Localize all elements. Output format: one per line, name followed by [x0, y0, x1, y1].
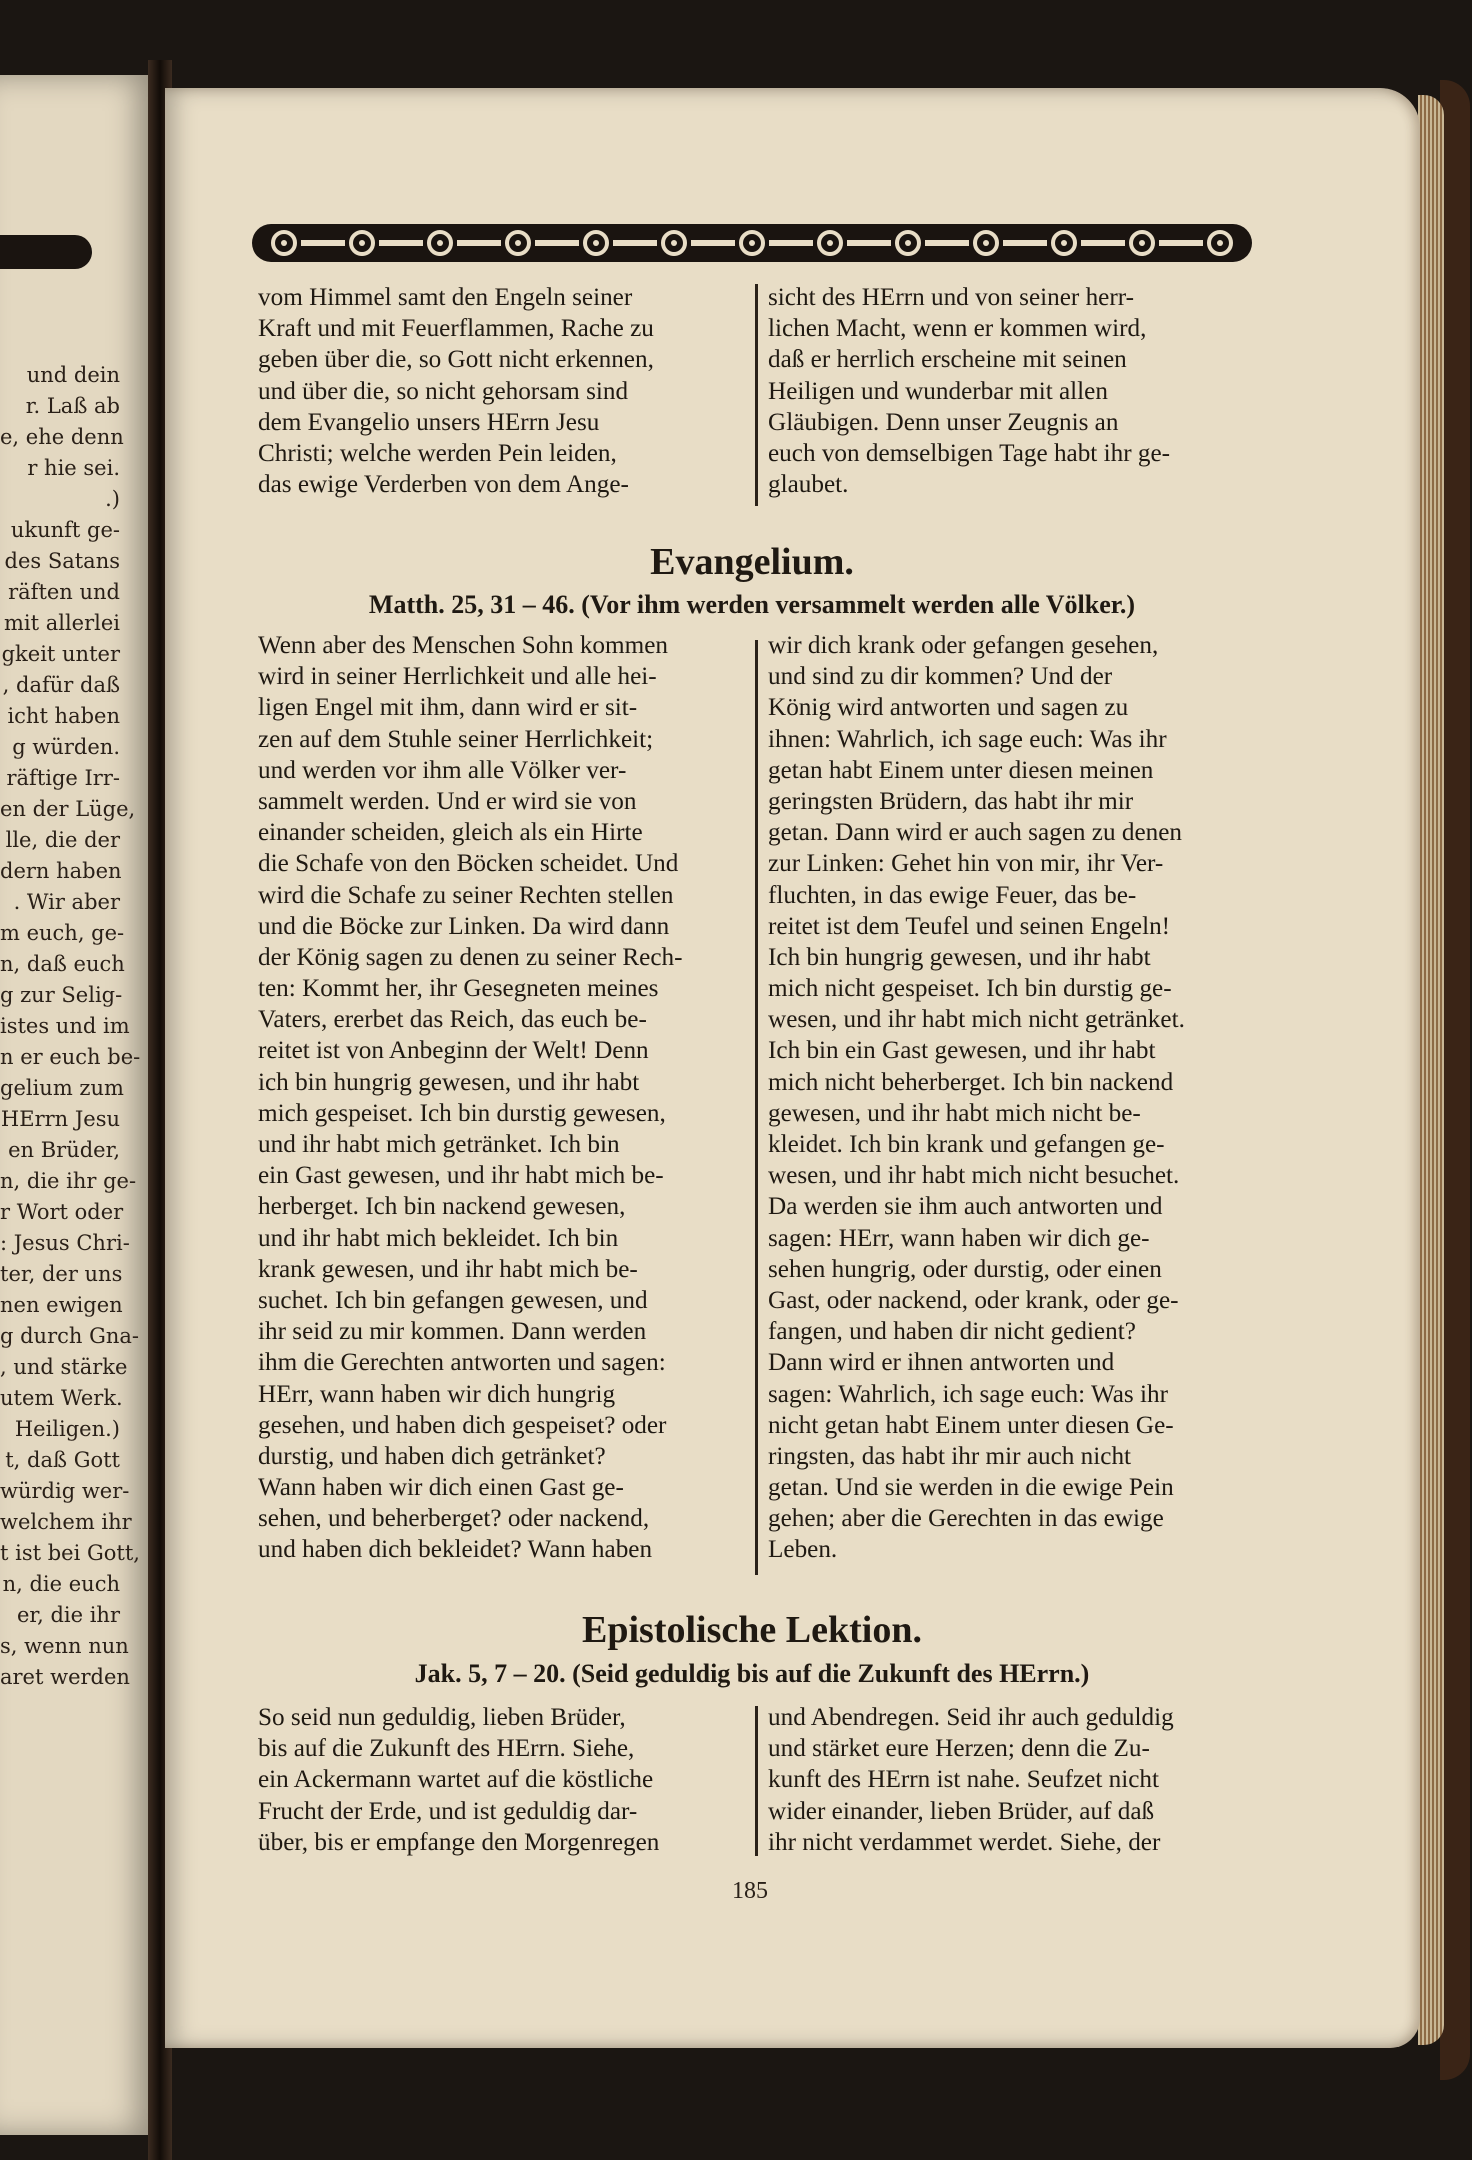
left-page-line: gelium zum [0, 1076, 124, 1100]
evangelium-title: Evangelium. [650, 541, 854, 583]
text-line: durstig, und haben dich getränket? [258, 1442, 606, 1470]
text-line: So seid nun geduldig, lieben Brüder, [258, 1704, 626, 1731]
text-line: mich nicht beherberget. Ich bin nackend [768, 1068, 1174, 1096]
text-line: getan. Und sie werden in die ewige Pein [768, 1474, 1174, 1502]
text-line: Kraft und mit Feuerflammen, Rache zu [258, 315, 654, 343]
text-line: Ich bin ein Gast gewesen, und ihr habt [768, 1037, 1156, 1065]
left-page-line: e, ehe denn [0, 425, 124, 449]
text-line: und ihr habt mich bekleidet. Ich bin [258, 1224, 619, 1252]
text-line: glaubet. [768, 471, 849, 499]
left-page-line: utem Werk. [0, 1386, 123, 1410]
left-page-line: würdig wer- [0, 1479, 130, 1503]
top-right-column [768, 282, 1170, 500]
text-line: wir dich krank oder gefangen gesehen, [768, 632, 1159, 659]
text-line: reitet ist von Anbeginn der Welt! Denn [258, 1037, 649, 1065]
ornament-bar [535, 240, 579, 246]
ornament-dot [983, 240, 989, 246]
left-page-line: , dafür daß [2, 673, 120, 697]
ornament-bar [379, 240, 423, 246]
text-line: und über die, so nicht gehorsam sind [258, 377, 629, 405]
ornament-dot [905, 240, 911, 246]
text-line: wesen, und ihr habt mich nicht besuchet. [768, 1162, 1180, 1190]
left-page-line: r. Laß ab [25, 394, 120, 418]
text-line: sehen, und beherberget? oder nackend, [258, 1505, 650, 1533]
text-line: geringsten Brüdern, das habt ihr mir [768, 787, 1134, 815]
text-line: wird in seiner Herrlichkeit und alle hei- [258, 663, 657, 691]
text-line: und Abendregen. Seid ihr auch geduldig [768, 1704, 1174, 1731]
text-line: daß er herrlich erscheine mit seinen [768, 346, 1127, 374]
left-page-line: und dein [26, 363, 120, 387]
evangelium-right-column [768, 630, 1185, 1566]
text-line: vom Himmel samt den Engeln seiner [258, 284, 633, 311]
text-line: Da werden sie ihm auch antworten und [768, 1193, 1163, 1221]
ornament-dot [827, 240, 833, 246]
text-line: ihm die Gerechten antworten und sagen: [258, 1349, 666, 1377]
text-line: wider einander, lieben Brüder, auf daß [768, 1797, 1155, 1825]
text-line: fluchten, in das ewige Feuer, das be- [768, 881, 1137, 909]
left-page-line: g durch Gna- [0, 1324, 140, 1348]
ornament-bar [847, 240, 891, 246]
left-page-line: n, die euch [2, 1572, 120, 1596]
text-line: über, bis er empfange den Morgenregen [258, 1828, 660, 1856]
left-page-line: n er euch be- [0, 1045, 141, 1069]
text-line: der König sagen zu denen zu seiner Rech- [258, 943, 683, 971]
text-line: dem Evangelio unsers HErrn Jesu [258, 408, 600, 436]
lektion-right-column [768, 1702, 1174, 1858]
text-line: geben über die, so Gott nicht erkennen, [258, 346, 654, 374]
text-line: getan. Dann wird er auch sagen zu denen [768, 819, 1183, 847]
text-line: wird die Schafe zu seiner Rechten stellen [258, 881, 674, 909]
left-page-line: n, die ihr ge- [0, 1169, 137, 1193]
left-page-line: .) [105, 487, 120, 511]
text-line: Wann haben wir dich einen Gast ge- [258, 1474, 624, 1502]
ornament-dot [749, 240, 755, 246]
left-page-line: s, wenn nun [0, 1634, 129, 1658]
text-line: mich gespeiset. Ich bin durstig gewesen, [258, 1099, 666, 1127]
text-line: ich bin hungrig gewesen, und ihr habt [258, 1068, 640, 1096]
left-page-line: g zur Selig- [0, 983, 123, 1007]
decorative-border-ornament [252, 222, 1252, 264]
text-line: ringsten, das habt ihr mir auch nicht [768, 1442, 1132, 1470]
text-line: das ewige Verderben von dem Ange- [258, 471, 629, 499]
ornament-dot [671, 240, 677, 246]
text-line: ihnen: Wahrlich, ich sage euch: Was ihr [768, 725, 1167, 753]
left-page-line: : Jesus Chri- [0, 1231, 130, 1255]
left-page-line: räften und [8, 580, 120, 604]
text-line: und die Böcke zur Linken. Da wird dann [258, 912, 670, 940]
left-page-line: Heiligen.) [14, 1417, 120, 1441]
lektion-reference: Jak. 5, 7 – 20. (Seid geduldig bis auf die Zukunft des HErrn.) [414, 1659, 1090, 1688]
text-line: und ihr habt mich getränket. Ich bin [258, 1131, 620, 1158]
text-line: suchet. Ich bin gefangen gewesen, und [258, 1286, 648, 1314]
text-line: sehen hungrig, oder durstig, oder einen [768, 1255, 1162, 1283]
text-line: ein Ackermann wartet auf die köstliche [258, 1766, 654, 1794]
text-line: getan habt Einem unter diesen meinen [768, 756, 1154, 784]
left-page-line: n, daß euch [0, 952, 125, 976]
lektion-title: Epistolische Lektion. [582, 1609, 922, 1651]
left-page-line: en Brüder, [8, 1138, 120, 1162]
text-line: ten: Kommt her, ihr Gesegneten meines [258, 975, 659, 1003]
ornament-dot [1217, 240, 1223, 246]
text-line: bis auf die Zukunft des HErrn. Siehe, [258, 1735, 635, 1763]
ornament-bar [301, 240, 345, 246]
text-line: zur Linken: Gehet hin von mir, ihr Ver- [768, 850, 1164, 878]
ornament-dot [515, 240, 521, 246]
text-line: sicht des HErrn und von seiner herr- [768, 284, 1135, 311]
text-line: Gast, oder nackend, oder krank, oder ge- [768, 1286, 1179, 1314]
ornament-bar [769, 240, 813, 246]
left-page-line: gkeit unter [1, 642, 120, 666]
text-line: Gläubigen. Denn unser Zeugnis an [768, 408, 1119, 436]
text-line: und stärket eure Herzen; denn die Zu- [768, 1735, 1150, 1763]
text-line: euch von demselbigen Tage habt ihr ge- [768, 439, 1171, 467]
left-page-line: en der Lüge, [0, 797, 136, 821]
text-line: und haben dich bekleidet? Wann haben [258, 1536, 653, 1564]
text-line: Heiligen und wunderbar mit allen [768, 377, 1108, 405]
ornament-dot [281, 240, 287, 246]
ornament-bar [925, 240, 969, 246]
text-line: reitet ist dem Teufel und seinen Engeln! [768, 912, 1171, 940]
text-line: ihr nicht verdammet werdet. Siehe, der [768, 1828, 1161, 1856]
ornament-bar [1081, 240, 1125, 246]
text-line: die Schafe von den Böcken scheidet. Und [258, 850, 679, 878]
left-page-text [0, 360, 141, 1693]
ornament-dot [359, 240, 365, 246]
text-line: König wird antworten und sagen zu [768, 694, 1129, 722]
text-line: sagen: HErr, wann haben wir dich ge- [768, 1224, 1150, 1252]
text-line: kunft des HErrn ist nahe. Seufzet nicht [768, 1766, 1159, 1794]
text-line: Christi; welche werden Pein leiden, [258, 439, 617, 467]
left-page-line: mit allerlei [3, 611, 120, 635]
text-line: Ich bin hungrig gewesen, und ihr habt [768, 943, 1151, 971]
text-line: fangen, und haben dir nicht gedient? [768, 1318, 1136, 1346]
left-page-line: r hie sei. [27, 456, 120, 480]
column-divider [755, 1706, 758, 1856]
ornament-dot [593, 240, 599, 246]
left-page-line: ter, der uns [0, 1262, 123, 1286]
top-left-column [258, 282, 654, 500]
text-line: Leben. [768, 1536, 838, 1564]
left-page-line: HErrn Jesu [0, 1107, 120, 1131]
text-line: krank gewesen, und ihr habt mich be- [258, 1255, 638, 1283]
left-page-line: istes und im [0, 1014, 130, 1038]
left-page-line: räftige Irr- [6, 766, 120, 790]
left-page-line: aret werden [0, 1665, 130, 1689]
text-line: herberget. Ich bin nackend gewesen, [258, 1193, 626, 1221]
left-page-line: welchem ihr [0, 1510, 132, 1534]
left-page-line: t ist bei Gott, [0, 1541, 140, 1565]
left-page-line: g würden. [12, 735, 120, 759]
lektion-left-column [258, 1702, 659, 1858]
ornament-dot [437, 240, 443, 246]
ornament-bar [1159, 240, 1203, 246]
left-page-line: ukunft ge- [10, 518, 120, 542]
ornament-bar [457, 240, 501, 246]
page-edges [1418, 95, 1444, 2045]
book-cover-edge [1440, 80, 1470, 2080]
left-page-line: r Wort oder [0, 1200, 124, 1224]
left-page-line: . Wir aber [13, 890, 120, 914]
ornament-bar [691, 240, 735, 246]
text-line: gehen; aber die Gerechten in das ewige [768, 1505, 1164, 1533]
text-line: Vaters, ererbet das Reich, das euch be- [258, 1006, 647, 1034]
evangelium-reference: Matth. 25, 31 – 46. (Vor ihm werden versammelt werden alle Völker.) [368, 590, 1136, 619]
ornament-bar [613, 240, 657, 246]
text-line: HErr, wann haben wir dich hungrig [258, 1380, 616, 1408]
left-page-line: nen ewigen [0, 1293, 123, 1317]
text-line: zen auf dem Stuhle seiner Herrlichkeit; [258, 725, 654, 753]
left-page-line: er, die ihr [16, 1603, 120, 1627]
text-line: einander scheiden, gleich als ein Hirte [258, 819, 643, 847]
left-page-line: lle, die der [5, 828, 120, 852]
text-line: sammelt werden. Und er wird sie von [258, 787, 637, 815]
left-page-line: des Satans [4, 549, 120, 573]
text-line: und werden vor ihm alle Völker ver- [258, 756, 627, 784]
text-line: gewesen, und ihr habt mich nicht be- [768, 1099, 1141, 1127]
ornament-bar [1003, 240, 1047, 246]
ornament-dot [1061, 240, 1067, 246]
text-line: ihr seid zu mir kommen. Dann werden [258, 1318, 647, 1346]
evangelium-left-column [258, 630, 683, 1566]
left-page [0, 75, 160, 2135]
column-divider [755, 284, 758, 506]
left-page-line: m euch, ge- [0, 921, 125, 945]
ornament-dot [1139, 240, 1145, 246]
column-divider [755, 640, 758, 1575]
text-line: gesehen, und haben dich gespeiset? oder [258, 1411, 667, 1439]
left-page-ornament [0, 235, 92, 269]
page-number: 185 [732, 1878, 768, 1904]
text-line: Wenn aber des Menschen Sohn kommen [258, 632, 668, 659]
text-line: kleidet. Ich bin krank und gefangen ge- [768, 1131, 1165, 1158]
text-line: sagen: Wahrlich, ich sage euch: Was ihr [768, 1380, 1168, 1408]
left-page-line: icht haben [7, 704, 120, 728]
left-page-line: , und stärke [0, 1355, 128, 1379]
left-page-line: t, daß Gott [5, 1448, 120, 1472]
text-line: Frucht der Erde, und ist geduldig dar- [258, 1797, 638, 1825]
text-line: mich nicht gespeiset. Ich bin durstig ge- [768, 975, 1172, 1003]
text-line: und sind zu dir kommen? Und der [768, 663, 1113, 691]
text-line: nicht getan habt Einem unter diesen Ge- [768, 1411, 1174, 1439]
text-line: lichen Macht, wenn er kommen wird, [768, 315, 1147, 343]
left-page-line: dern haben [0, 859, 122, 883]
text-line: wesen, und ihr habt mich nicht getränket. [768, 1006, 1185, 1034]
text-line: Dann wird er ihnen antworten und [768, 1349, 1115, 1377]
text-line: ligen Engel mit ihm, dann wird er sit- [258, 694, 638, 722]
text-line: ein Gast gewesen, und ihr habt mich be- [258, 1162, 664, 1190]
